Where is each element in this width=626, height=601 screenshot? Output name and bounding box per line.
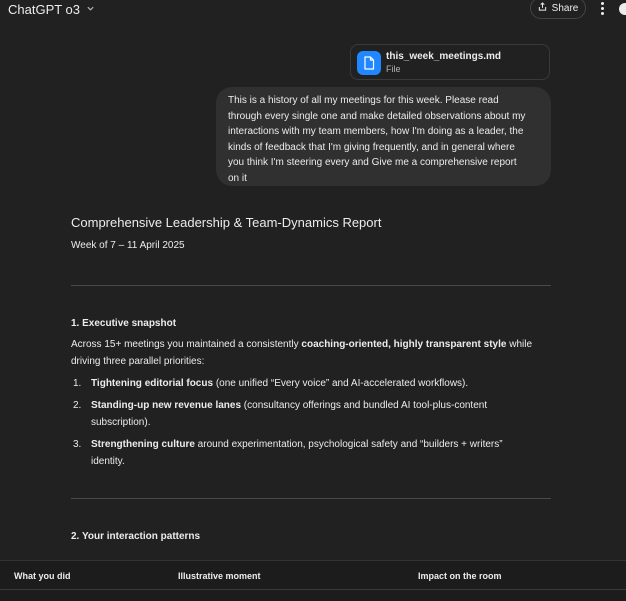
share-label: Share	[551, 2, 579, 14]
user-message-line: interactions with my team members, how I'm doing as a leader, the	[228, 126, 524, 137]
table-column-header: What you did	[14, 571, 71, 581]
model-selector[interactable]	[8, 2, 95, 17]
list-number: 3.	[73, 439, 82, 450]
section-heading: 2. Your interaction patterns	[71, 531, 201, 542]
report-subtitle: Week of 7 – 11 April 2025	[71, 240, 185, 251]
model-name: ChatGPT o3	[8, 2, 81, 17]
file-type: File	[386, 64, 401, 74]
list-item-text: subscription).	[91, 417, 151, 428]
table-header	[0, 560, 626, 601]
list-item-text: (consultancy offerings and bundled AI tool-plus-content	[241, 400, 488, 411]
more-options-icon[interactable]	[596, 0, 608, 16]
user-message-line: through every single one and make detailed observations about my	[228, 110, 526, 122]
list-number: 1.	[73, 378, 82, 389]
table-column-header: Impact on the room	[418, 571, 502, 581]
user-message-line: This is a history of all my meetings for this week. Please read	[228, 95, 499, 106]
share-icon	[538, 2, 547, 14]
list-item-text: around experimentation, psychological safety and “builders + writers”	[194, 439, 503, 450]
user-message-line: on it	[228, 172, 247, 184]
top-bar	[0, 0, 626, 20]
share-button[interactable]	[530, 0, 586, 19]
paragraph-text: driving three parallel priorities:	[71, 356, 205, 367]
file-attachment-card[interactable]	[350, 44, 550, 80]
user-message-line: kinds of feedback that I'm giving frequently, and in general where	[228, 141, 515, 153]
document-icon	[357, 51, 381, 75]
paragraph-text: while	[506, 339, 533, 350]
paragraph-emphasis: coaching-oriented, highly transparent style	[301, 339, 507, 350]
section-paragraph	[71, 336, 556, 370]
list-item-text: (one unified “Every voice” and AI-accelerated workflows).	[213, 378, 469, 389]
file-name: this_week_meetings.md	[386, 51, 502, 62]
section-heading: 1. Executive snapshot	[71, 318, 177, 329]
avatar[interactable]	[619, 3, 626, 15]
list-item-bold: Standing-up new revenue lanes	[91, 400, 242, 411]
divider	[71, 285, 551, 286]
paragraph-text: Across 15+ meetings you maintained a consistently	[71, 339, 302, 350]
divider	[71, 498, 551, 499]
list-number: 2.	[73, 400, 82, 411]
table-header-divider	[0, 589, 626, 590]
user-message-line: you think I'm steering every and Give me a comprehensive report	[228, 157, 517, 168]
user-message-bubble	[216, 87, 551, 186]
chevron-down-icon	[86, 4, 95, 15]
report-title: Comprehensive Leadership & Team-Dynamics Report	[71, 215, 382, 230]
list-item-bold: Tightening editorial focus	[91, 378, 214, 389]
list-item-bold: Strengthening culture	[91, 439, 195, 450]
table-column-header: Illustrative moment	[178, 571, 261, 581]
list-item-text: identity.	[91, 456, 125, 467]
